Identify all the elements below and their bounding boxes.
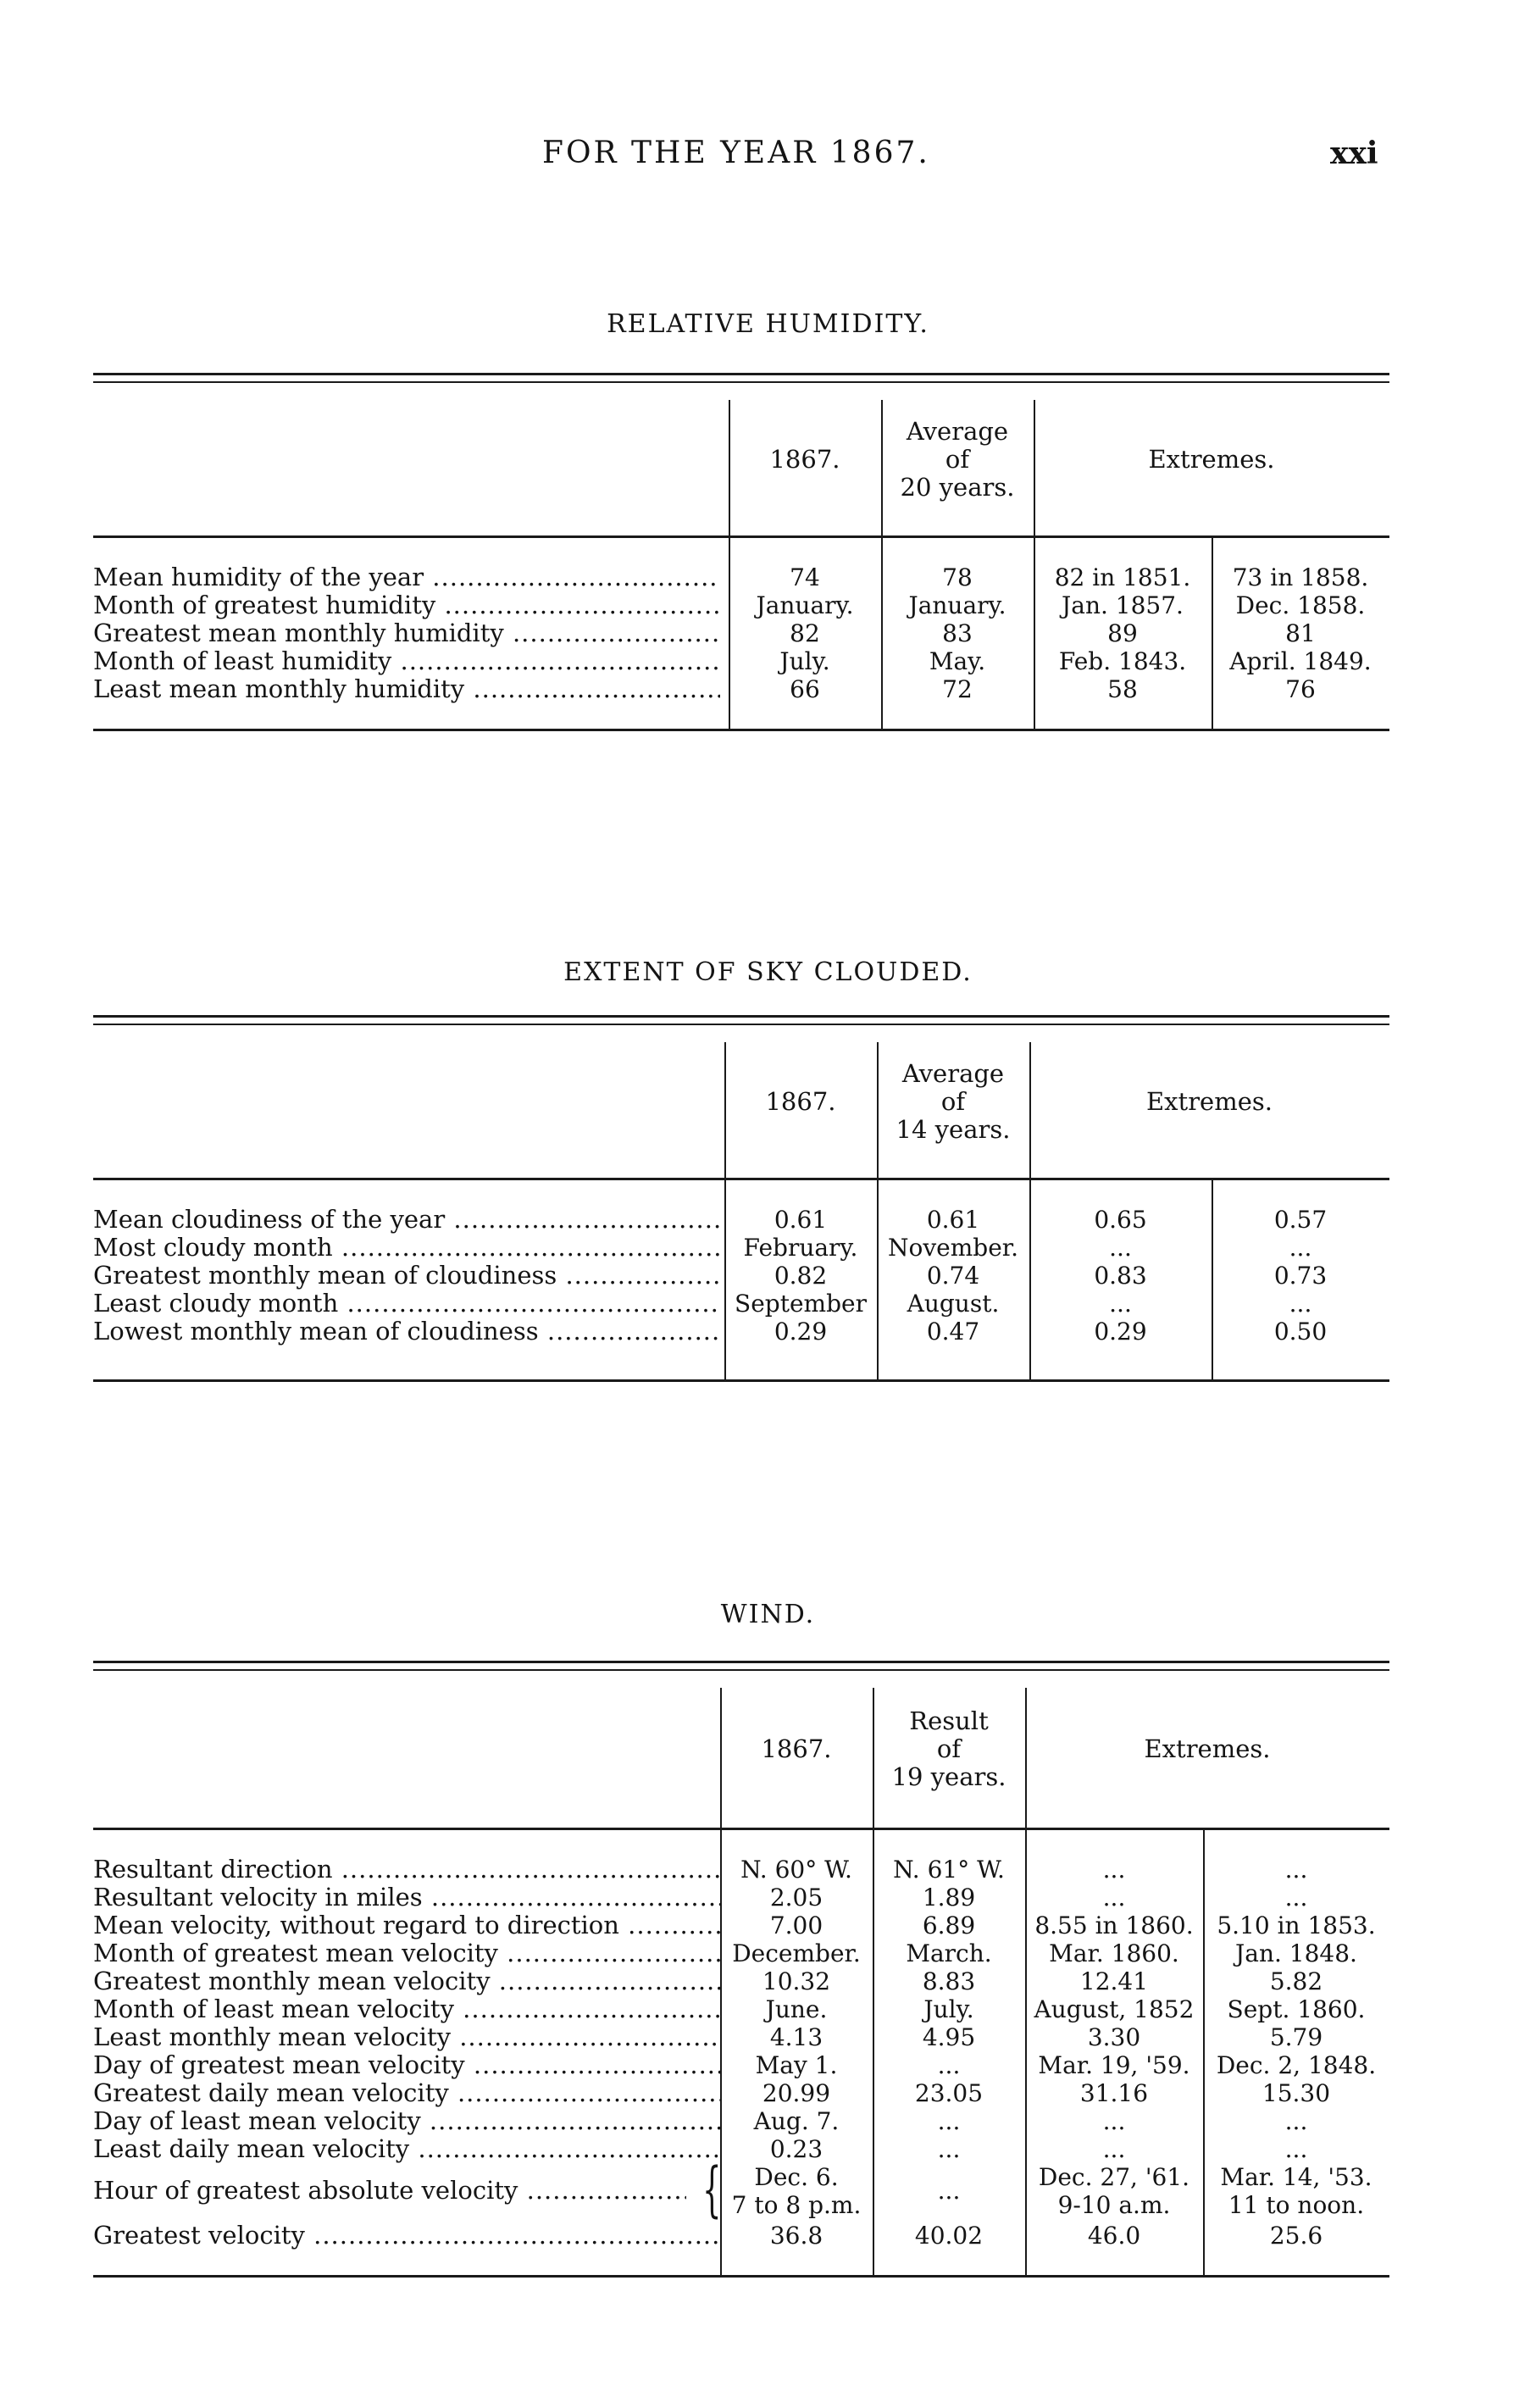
column-header-result bbox=[873, 1671, 1025, 1828]
cell-extreme-high: 31.16 bbox=[1079, 2079, 1149, 2107]
cell-extreme-high: Feb. 1843. bbox=[1058, 647, 1187, 675]
table-header bbox=[93, 383, 1389, 535]
cell-1867: Aug. 7. bbox=[753, 2107, 840, 2135]
table-row bbox=[93, 1995, 1389, 2023]
row-label: Mean cloudiness of the year ..... bbox=[93, 1206, 720, 1234]
row-label: Mean velocity, without regard to direction ..... bbox=[93, 1911, 720, 1939]
page-number: xxi bbox=[1330, 136, 1378, 171]
header-line: of bbox=[940, 1086, 966, 1116]
row-label: Least monthly mean velocity ..... bbox=[93, 2023, 720, 2051]
cell-1867: 82 bbox=[790, 619, 820, 647]
cell-1867: N. 60° W. bbox=[740, 1856, 852, 1884]
row-label: Least daily mean velocity ..... bbox=[93, 2135, 720, 2163]
table-row bbox=[93, 1234, 1389, 1262]
cell-extreme-high: 0.29 bbox=[1094, 1318, 1147, 1345]
cell-result: N. 61° W. bbox=[893, 1856, 1005, 1884]
row-label: Mean humidity of the year ..... bbox=[93, 563, 720, 591]
table-top-rule bbox=[93, 373, 1389, 383]
cell-average: May. bbox=[929, 647, 986, 675]
cell-extreme-low: ... bbox=[1284, 1884, 1308, 1911]
table-row bbox=[93, 675, 1389, 703]
cell-extreme-high: 82 in 1851. bbox=[1054, 563, 1191, 591]
cell-1867: December. bbox=[732, 1939, 861, 1967]
row-label: Least cloudy month ..... bbox=[93, 1290, 720, 1318]
cell-extreme-high: ... bbox=[1102, 2107, 1126, 2135]
cell-1867: January. bbox=[756, 591, 854, 619]
clouded-title: EXTENT OF SKY CLOUDED. bbox=[563, 957, 973, 987]
cell-extreme-high: August, 1852 bbox=[1034, 1995, 1195, 2023]
cell-extreme-low: April. 1849. bbox=[1229, 647, 1372, 675]
cell-extreme-high: Mar. 19, '59. bbox=[1038, 2051, 1190, 2079]
header-line: Result bbox=[909, 1706, 989, 1735]
table-body bbox=[93, 1830, 1389, 2275]
column-header-1867: 1867. bbox=[761, 1734, 832, 1763]
cell-extreme-low: 5.10 in 1853. bbox=[1217, 1911, 1376, 1939]
cell-result: 4.95 bbox=[922, 2023, 976, 2051]
header-line: of bbox=[945, 444, 970, 474]
cell-extreme-low: 0.73 bbox=[1273, 1262, 1328, 1290]
column-header-extremes: Extremes. bbox=[1144, 1734, 1271, 1763]
header-line: Average bbox=[906, 416, 1009, 446]
table-top-rule bbox=[93, 1015, 1389, 1025]
cell-1867: May 1. bbox=[755, 2051, 838, 2079]
cell-extreme-low: 0.50 bbox=[1273, 1318, 1328, 1345]
column-header-1867: 1867. bbox=[769, 444, 840, 474]
cell-average: 0.47 bbox=[926, 1318, 980, 1345]
running-head bbox=[0, 136, 1536, 186]
cell-extreme-high: 89 bbox=[1107, 619, 1138, 647]
table-row bbox=[93, 1290, 1389, 1318]
row-label: Least mean monthly humidity ..... bbox=[93, 675, 720, 703]
header-line: Average bbox=[901, 1058, 1005, 1088]
table-header bbox=[93, 1025, 1389, 1178]
row-label: Hour of greatest absolute velocity ..... bbox=[93, 2177, 686, 2205]
cell-extreme-high: 46.0 bbox=[1087, 2222, 1141, 2250]
table-row bbox=[93, 647, 1389, 675]
cell-average: 78 bbox=[942, 563, 973, 591]
row-label: Day of greatest mean velocity ..... bbox=[93, 2051, 720, 2079]
table-row bbox=[93, 2107, 1389, 2135]
cell-extreme-low: 15.30 bbox=[1262, 2079, 1331, 2107]
row-label: Month of least humidity ..... bbox=[93, 647, 720, 675]
table-body bbox=[93, 1180, 1389, 1379]
cell-extreme-high-line2: 9-10 a.m. bbox=[1057, 2191, 1171, 2219]
humidity-table bbox=[93, 373, 1389, 731]
cell-average: 83 bbox=[942, 619, 973, 647]
cell-extreme-low: Dec. 1858. bbox=[1235, 591, 1366, 619]
clouded-table bbox=[93, 1015, 1389, 1382]
cell-1867: 74 bbox=[790, 563, 820, 591]
cell-extreme-high: Jan. 1857. bbox=[1062, 591, 1184, 619]
running-title: FOR THE YEAR 1867. bbox=[542, 136, 930, 170]
table-row bbox=[93, 1967, 1389, 1995]
table-row bbox=[93, 619, 1389, 647]
cell-extreme-low: Mar. 14, '53. bbox=[1220, 2163, 1372, 2191]
table-row bbox=[93, 2079, 1389, 2107]
cell-result: ... bbox=[937, 2135, 961, 2163]
table-header bbox=[93, 1671, 1389, 1828]
cell-extreme-low: 0.57 bbox=[1273, 1206, 1328, 1234]
cell-average: January. bbox=[908, 591, 1006, 619]
table-row bbox=[93, 563, 1389, 591]
cell-1867: 20.99 bbox=[762, 2079, 831, 2107]
cell-extreme-low: 76 bbox=[1285, 675, 1316, 703]
cell-average: November. bbox=[888, 1234, 1018, 1262]
cell-1867: 2.05 bbox=[769, 1884, 823, 1911]
table-row bbox=[93, 1262, 1389, 1290]
cell-result: ... bbox=[937, 2177, 961, 2205]
cell-extreme-high: 0.83 bbox=[1094, 1262, 1147, 1290]
header-line: of bbox=[936, 1734, 962, 1763]
cell-extreme-low: 81 bbox=[1285, 619, 1316, 647]
row-label: Greatest monthly mean of cloudiness ..... bbox=[93, 1262, 720, 1290]
cell-result: 40.02 bbox=[914, 2222, 984, 2250]
row-label: Greatest daily mean velocity ..... bbox=[93, 2079, 720, 2107]
table-row bbox=[93, 1939, 1389, 1967]
header-line: 14 years. bbox=[896, 1114, 1011, 1144]
cell-extreme-high: 3.30 bbox=[1087, 2023, 1141, 2051]
table-bottom-rule bbox=[93, 1379, 1389, 1382]
cell-extreme-low: 5.82 bbox=[1269, 1967, 1323, 1995]
cell-1867: 10.32 bbox=[762, 1967, 831, 1995]
cell-extreme-high: 12.41 bbox=[1079, 1967, 1149, 1995]
column-header-extremes: Extremes. bbox=[1146, 1086, 1273, 1116]
wind-title: WIND. bbox=[720, 1600, 816, 1629]
cell-result: July. bbox=[923, 1995, 974, 2023]
cell-extreme-high: ... bbox=[1102, 2135, 1126, 2163]
cell-1867: September bbox=[735, 1290, 867, 1318]
cell-extreme-low: ... bbox=[1284, 1856, 1308, 1884]
row-label: Month of greatest mean velocity ..... bbox=[93, 1939, 720, 1967]
cell-1867: 0.23 bbox=[769, 2135, 823, 2163]
cell-1867: June. bbox=[765, 1995, 828, 2023]
cell-1867: 0.29 bbox=[774, 1318, 828, 1345]
cell-extreme-high: ... bbox=[1109, 1290, 1132, 1318]
cell-extreme-low: ... bbox=[1289, 1290, 1312, 1318]
table-row bbox=[93, 2135, 1389, 2163]
row-label: Resultant velocity in miles ..... bbox=[93, 1884, 720, 1911]
cell-extreme-low: ... bbox=[1284, 2107, 1308, 2135]
cell-extreme-high: 8.55 in 1860. bbox=[1034, 1911, 1194, 1939]
cell-1867: 4.13 bbox=[769, 2023, 823, 2051]
row-label: Resultant direction ..... bbox=[93, 1856, 720, 1884]
row-label: Greatest velocity ..... bbox=[93, 2222, 720, 2250]
cell-result: 23.05 bbox=[914, 2079, 984, 2107]
table-row bbox=[93, 1884, 1389, 1911]
cell-extreme-high: ... bbox=[1102, 1856, 1126, 1884]
cell-extreme-low: 5.79 bbox=[1269, 2023, 1323, 2051]
row-label: Most cloudy month ..... bbox=[93, 1234, 720, 1262]
cell-average: August. bbox=[907, 1290, 1000, 1318]
row-label: Month of greatest humidity ..... bbox=[93, 591, 720, 619]
cell-1867: Dec. 6. bbox=[754, 2163, 839, 2191]
table-body bbox=[93, 538, 1389, 729]
cell-extreme-low: Sept. 1860. bbox=[1227, 1995, 1366, 2023]
column-header-average bbox=[877, 1025, 1029, 1178]
cell-extreme-high: Mar. 1860. bbox=[1049, 1939, 1179, 1967]
table-row bbox=[93, 591, 1389, 619]
cell-1867: 36.8 bbox=[769, 2222, 823, 2250]
table-top-rule bbox=[93, 1661, 1389, 1671]
cell-average: 0.61 bbox=[926, 1206, 980, 1234]
cell-result: 1.89 bbox=[922, 1884, 976, 1911]
header-line: 19 years. bbox=[891, 1762, 1006, 1791]
cell-extreme-low: 25.6 bbox=[1269, 2222, 1323, 2250]
table-row bbox=[93, 2023, 1389, 2051]
cell-result: ... bbox=[937, 2107, 961, 2135]
table-row bbox=[93, 2051, 1389, 2079]
cell-average: 0.74 bbox=[926, 1262, 980, 1290]
table-row bbox=[93, 1318, 1389, 1345]
cell-extreme-low: Dec. 2, 1848. bbox=[1216, 2051, 1377, 2079]
cell-extreme-high: 0.65 bbox=[1094, 1206, 1147, 1234]
table-row bbox=[93, 1911, 1389, 1939]
cell-1867: 0.61 bbox=[774, 1206, 828, 1234]
row-label: Lowest monthly mean of cloudiness ..... bbox=[93, 1318, 720, 1345]
row-label: Greatest monthly mean velocity ..... bbox=[93, 1967, 720, 1995]
cell-1867: 0.82 bbox=[774, 1262, 828, 1290]
cell-extreme-high: Dec. 27, '61. bbox=[1038, 2163, 1190, 2191]
cell-extreme-low: 73 in 1858. bbox=[1232, 563, 1369, 591]
cell-extreme-high: ... bbox=[1102, 1884, 1126, 1911]
cell-1867: July. bbox=[779, 647, 830, 675]
table-row bbox=[93, 2155, 1389, 2224]
cell-1867: 7.00 bbox=[769, 1911, 823, 1939]
cell-1867: 66 bbox=[790, 675, 820, 703]
brace-symbol: { bbox=[702, 2155, 722, 2224]
cell-1867-line2: 7 to 8 p.m. bbox=[731, 2191, 862, 2219]
column-header-average bbox=[881, 383, 1034, 535]
table-row bbox=[93, 1856, 1389, 1884]
cell-result: ... bbox=[937, 2051, 961, 2079]
table-bottom-rule bbox=[93, 2275, 1389, 2278]
cell-extreme-low: ... bbox=[1289, 1234, 1312, 1262]
wind-table bbox=[93, 1661, 1389, 2278]
header-line: 20 years. bbox=[900, 472, 1015, 502]
cell-extreme-low: ... bbox=[1284, 2135, 1308, 2163]
cell-extreme-high: 58 bbox=[1107, 675, 1138, 703]
cell-extreme-low-line2: 11 to noon. bbox=[1228, 2191, 1365, 2219]
row-label: Day of least mean velocity ..... bbox=[93, 2107, 720, 2135]
cell-result: March. bbox=[906, 1939, 992, 1967]
cell-average: 72 bbox=[942, 675, 973, 703]
table-row bbox=[93, 1206, 1389, 1234]
column-header-1867: 1867. bbox=[765, 1086, 836, 1116]
cell-result: 6.89 bbox=[922, 1911, 976, 1939]
cell-result: 8.83 bbox=[922, 1967, 976, 1995]
row-label: Month of least mean velocity ..... bbox=[93, 1995, 720, 2023]
row-label: Greatest mean monthly humidity ..... bbox=[93, 619, 720, 647]
cell-1867: February. bbox=[743, 1234, 858, 1262]
cell-extreme-high: ... bbox=[1109, 1234, 1132, 1262]
table-row bbox=[93, 2222, 1389, 2250]
cell-extreme-low: Jan. 1848. bbox=[1235, 1939, 1357, 1967]
column-header-extremes: Extremes. bbox=[1148, 444, 1275, 474]
table-bottom-rule bbox=[93, 729, 1389, 731]
humidity-title: RELATIVE HUMIDITY. bbox=[607, 309, 929, 339]
